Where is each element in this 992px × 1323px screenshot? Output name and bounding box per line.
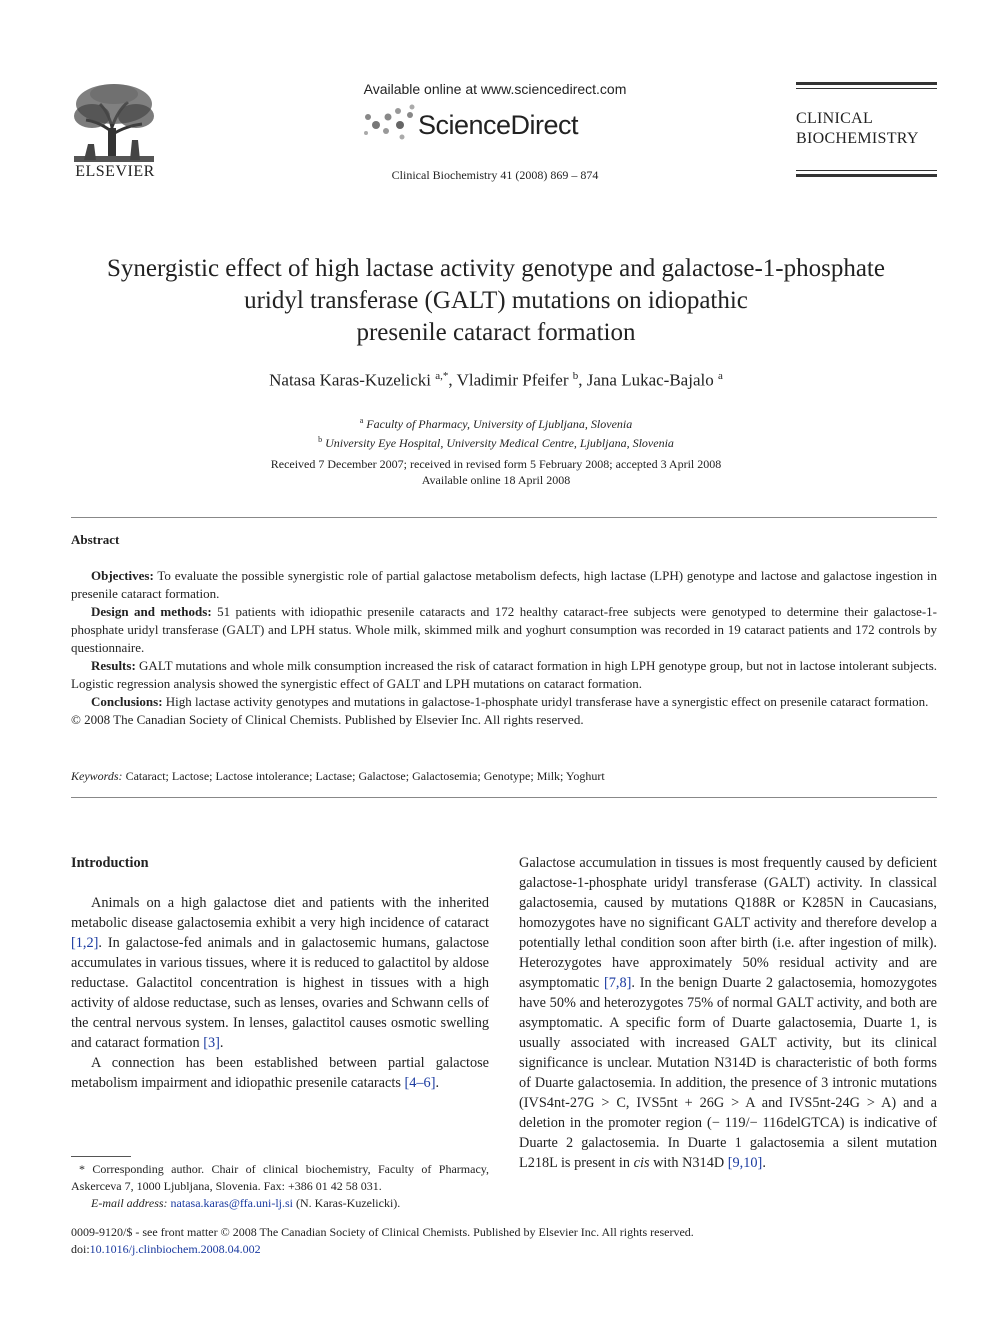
left-column-text: [71, 893, 489, 1093]
right-paragraph: Galactose accumulation in tissues is most frequently caused by deficient galactose-1-phosphate uridyl transferase (GALT) activity. In classical galactosemia, caused by mutations Q188R or K285N in Caucasians, homozygotes have no significant GALT activity and therefore develop a potentially lethal condition soon after birth (i.e. after ingestion of milk). Heterozygotes have approximately 50% residual activity and are asymptomatic [7,8]. In the benign Duarte 2 galactosemia, homozygotes have 50% and heterozygotes 75% of normal GALT activity, and both are asymptomatic. A specific form of Duarte galactosemia, Duarte 1, is usually associated with increased GALT activity, but its clinical significance is unclear. Mutation N314D is characteristic of both forms of Duarte galactosemia. In addition, the presence of 3 intronic mutations (IVS4nt-27G > C, IVS5nt + 26G > A and IVS5nt-24G > A) and a deletion in the promoter region (− 119/− 116delGTCA) is indicative of Duarte 2 galactosemia. In Duarte 1 galactosemia a silent mutation L218L is present in cis with N314D [9,10].: [519, 855, 937, 1171]
author-name[interactable]: Jana Lukac-Bajalo: [586, 370, 714, 390]
journal-name-line1: CLINICAL: [796, 110, 874, 127]
journal-rule-bottom-thin: [796, 170, 937, 171]
footnote-rule: [71, 1156, 131, 1157]
author-name[interactable]: Vladimir Pfeifer: [456, 370, 569, 390]
corresponding-author: * Corresponding author. Chair of clinical biochemistry, Faculty of Pharmacy, Askerceva 7, 1000 Ljubljana, Slovenia. Fax: +386 01 42 58 031.: [71, 1162, 489, 1193]
keywords-label: Keywords:: [71, 769, 123, 783]
article-dates: [60, 456, 932, 488]
abstract-objectives: Objectives: To evaluate the possible synergistic role of partial galactose metabolism defects, high lactase (LPH) genotype and lactose and galactose ingestion in presenile cataract formation.: [71, 568, 937, 601]
journal-citation: Clinical Biochemistry 41 (2008) 869 – 874: [391, 168, 599, 182]
email-line: E-mail address: natasa.karas@ffa.uni-lj.si (N. Karas-Kuzelicki).: [91, 1196, 401, 1210]
sciencedirect-wordmark: ScienceDirect: [418, 110, 579, 140]
citation-link[interactable]: [9,10]: [727, 1155, 763, 1171]
abstract-body: [71, 567, 937, 729]
abstract-conclusions: Conclusions: High lactase activity genotypes and mutations in galactose-1-phosphate uridyl transferase have a synergistic effect on presenile cataract formation.: [91, 694, 929, 709]
page-footer: [71, 1224, 937, 1258]
abstract-rule-top: [71, 517, 937, 518]
received-dates: Received 7 December 2007; received in revised form 5 February 2008; accepted 3 April 2008: [270, 457, 722, 471]
affiliation-b: $^b$ University Eye Hospital, University Medical Centre, Ljubljana, Slovenia: [318, 435, 674, 450]
elsevier-tree-logo-icon: [70, 82, 158, 164]
journal-name: [796, 109, 919, 149]
title-line: uridyl transferase (GALT) mutations on idiopathic: [244, 287, 748, 314]
introduction-heading: Introduction: [71, 855, 149, 871]
email-link[interactable]: natasa.karas@ffa.uni-lj.si: [170, 1196, 294, 1210]
intro-paragraph-1: Animals on a high galactose diet and patients with the inherited metabolic disease galactosemia exhibit a very high incidence of cataract [1,2]. In galactose-fed animals and in galactosemic humans, galactose accumulates in various tissues, where it is reduced to galactitol by aldose reductase. Galactitol concentration is highest in tissues with a high activity of aldose reductase, such as lenses, ovaries and Schwann cells of the central nervous system. In lenses, galactitol causes osmotic swelling and cataract formation [3].: [71, 895, 489, 1051]
citation-link[interactable]: [1,2]: [71, 935, 99, 951]
available-online-text: Available online at www.sciencedirect.com: [363, 81, 627, 97]
abstract-rule-bottom: [71, 797, 937, 798]
article-title: [40, 253, 952, 349]
elsevier-wordmark: ELSEVIER: [75, 163, 155, 180]
author-list: [60, 370, 932, 391]
author-affiliation-marker: a,*: [435, 370, 449, 382]
abstract-design: Design and methods: 51 patients with idiopathic presenile cataracts and 172 healthy cataract-free subjects were genotyped to determine their galactose-1-phosphate uridyl transferase (GALT) and LPH status. Whole milk, skimmed milk and yoghurt consumption was recorded in 19 cataract patients and 172 controls by questionnaire.: [71, 604, 938, 655]
journal-rule-bottom-thick: [796, 174, 937, 177]
abstract-heading: Abstract: [71, 532, 120, 547]
front-matter-line: 0009-9120/$ - see front matter © 2008 The Canadian Society of Clinical Chemists. Published by Elsevier Inc. All rights reserved.: [71, 1225, 694, 1239]
citation-link[interactable]: [7,8]: [603, 975, 632, 991]
author-affiliation-marker: a: [717, 370, 723, 382]
abstract-results: Results: GALT mutations and whole milk consumption increased the risk of cataract formation in high LPH genotype group, but not in lactose intolerant subjects. Logistic regression analysis showed the synergistic effect of GALT and LPH mutations on cataract formation.: [71, 658, 938, 691]
title-line: Synergistic effect of high lactase activity genotype and galactose-1-phosphate: [107, 255, 885, 282]
citation-link[interactable]: [4–6]: [404, 1075, 436, 1091]
affiliations: [60, 413, 932, 451]
keywords: [71, 769, 937, 784]
author-separator: ,: [578, 370, 587, 390]
corresponding-author-footnote: [71, 1161, 489, 1212]
available-online-date: Available online 18 April 2008: [421, 473, 571, 487]
right-column-text: [519, 853, 937, 1173]
author-affiliation-marker: b: [572, 370, 579, 382]
journal-rule-top-thin: [796, 88, 937, 89]
doi-link[interactable]: 10.1016/j.clinbiochem.2008.04.002: [89, 1242, 261, 1256]
abstract-copyright: © 2008 The Canadian Society of Clinical Chemists. Published by Elsevier Inc. All rights reserved.: [71, 712, 584, 727]
author-separator: ,: [448, 370, 457, 390]
affiliation-a: $^a$ Faculty of Pharmacy, University of Ljubljana, Slovenia: [359, 416, 633, 431]
keywords-list: Cataract; Lactose; Lactose intolerance; Lactase; Galactose; Galactosemia; Genotype; Milk; Yoghurt: [125, 769, 605, 783]
doi-line: doi:10.1016/j.clinbiochem.2008.04.002: [71, 1242, 261, 1256]
journal-name-line2: BIOCHEMISTRY: [796, 130, 919, 147]
title-line: presenile cataract formation: [356, 319, 636, 346]
journal-rule-top-thick: [796, 82, 937, 85]
author-name[interactable]: Natasa Karas-Kuzelicki: [269, 370, 432, 390]
intro-paragraph-2: A connection has been established between partial galactose metabolism impairment and idiopathic presenile cataracts [4–6].: [71, 1055, 489, 1091]
citation-link[interactable]: [3]: [203, 1035, 220, 1051]
